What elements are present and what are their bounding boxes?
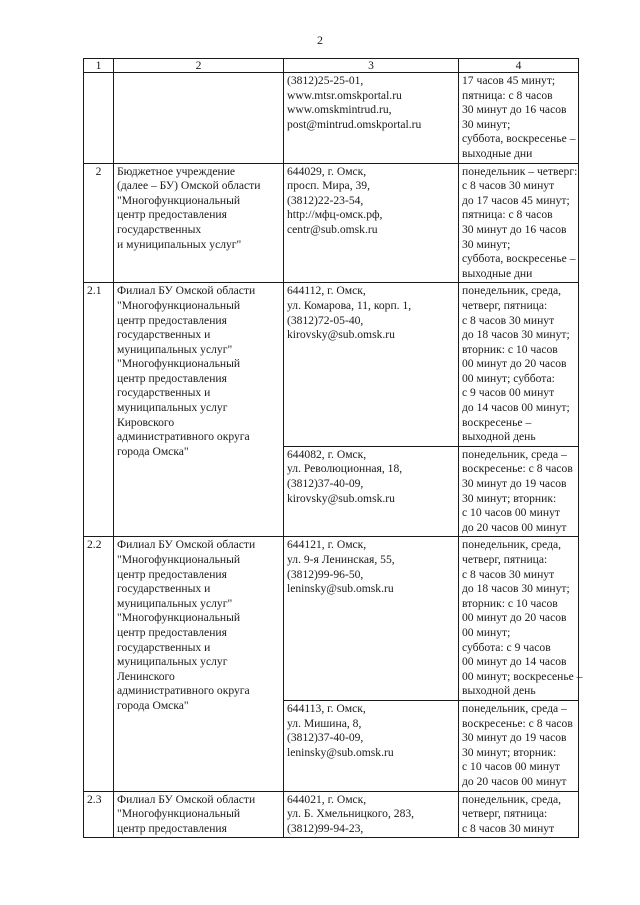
text-line: (3812)25-25-01, <box>287 74 364 87</box>
text-line: центр предоставления <box>117 821 227 835</box>
working-hours-cell <box>459 700 579 791</box>
text-line: с 8 часов 30 минут <box>462 179 555 193</box>
text-line: до 18 часов 30 минут; <box>462 328 570 342</box>
text-line: "Многофункциональный <box>117 611 241 625</box>
row-number-cell: 2 <box>84 163 114 283</box>
text-line: с 10 часов 00 минут <box>462 506 560 520</box>
text-line: административного округа <box>117 684 250 698</box>
text-line: (3812)37-40-09, <box>287 477 364 491</box>
text-line: административного округа <box>117 430 250 444</box>
text-line: суббота, воскресенье – <box>462 132 576 146</box>
text-line: до 20 часов 00 минут <box>462 774 567 788</box>
text-line: "Многофункциональный <box>117 193 241 207</box>
text-line: воскресенье – <box>462 415 532 429</box>
text-line: "Многофункциональный <box>117 298 241 312</box>
text-line: выходные дни <box>462 266 533 280</box>
text-line: государственных и <box>117 582 211 596</box>
text-line: 644112, г. Омск, <box>287 284 366 298</box>
column-number-row <box>84 59 579 73</box>
contacts-cell <box>284 283 459 447</box>
text-line: воскресенье: с 8 часов <box>462 462 573 476</box>
text-line: муниципальных услуг" <box>117 596 233 610</box>
institution-name-cell <box>114 283 284 537</box>
text-line: с 8 часов 30 минут <box>462 567 555 581</box>
text-line: муниципальных услуг <box>117 401 228 415</box>
text-line: выходной день <box>462 684 536 698</box>
text-line: ул. Б. Хмельницкого, 283, <box>287 807 415 821</box>
text-line: centr@sub.omsk.ru <box>287 222 378 236</box>
table-row <box>84 73 579 164</box>
column-number: 3 <box>284 59 459 73</box>
contacts-cell <box>284 791 459 838</box>
institution-name-cell <box>114 791 284 838</box>
text-line: 30 минут до 19 часов <box>462 731 567 745</box>
text-line: понедельник, среда – <box>462 701 567 715</box>
text-line: 30 минут; <box>462 117 511 131</box>
text-line: 644082, г. Омск, <box>287 447 367 461</box>
text-line: ул. 9-я Ленинская, 55, <box>287 553 395 566</box>
text-line: 00 минут; воскресенье – <box>462 669 583 683</box>
text-line: (3812)99-94-23, <box>287 821 364 835</box>
text-line: с 9 часов 00 минут <box>462 386 555 400</box>
institutions-table <box>83 58 583 838</box>
text-line: четверг, пятница: <box>462 298 548 312</box>
text-line: понедельник, среда, <box>462 284 562 298</box>
text-line: вторник: с 10 часов <box>462 342 558 356</box>
text-line: post@mintrud.omskportal.ru <box>287 117 422 131</box>
contacts-cell <box>284 700 459 791</box>
text-line: Филиал БУ Омской области <box>117 538 256 552</box>
text-line: (3812)99-96-50, <box>287 567 364 581</box>
working-hours-cell <box>459 73 579 164</box>
text-line: суббота: с 9 часов <box>462 640 551 654</box>
text-line: понедельник, среда – <box>462 447 567 461</box>
text-line: пятница: с 8 часов <box>462 208 553 222</box>
text-line: центр предоставления <box>117 567 227 581</box>
text-line: http://мфц-омск.рф, <box>287 208 383 222</box>
text-line: муниципальных услуг" <box>117 342 233 356</box>
text-line: 00 минут; суббота: <box>462 371 555 385</box>
text-line: до 17 часов 45 минут; <box>462 193 570 207</box>
contacts-cell <box>284 537 459 701</box>
row-number-cell <box>84 73 114 164</box>
text-line: и муниципальных услуг" <box>117 237 242 251</box>
text-line: Ленинского <box>117 669 175 683</box>
text-line: центр предоставления <box>117 208 227 222</box>
text-line: "Многофункциональный <box>117 553 241 566</box>
text-line: www.mtsr.omskportal.ru <box>287 88 402 102</box>
text-line: 00 минут; <box>462 625 511 639</box>
institution-name-cell <box>114 163 284 283</box>
column-number: 2 <box>114 59 284 73</box>
text-line: государственных и <box>117 640 211 654</box>
working-hours-cell <box>459 163 579 283</box>
institution-name-cell <box>114 537 284 791</box>
text-line: с 8 часов 30 минут <box>462 313 555 327</box>
text-line: выходной день <box>462 430 536 444</box>
text-line: центр предоставления <box>117 625 227 639</box>
text-line: 30 минут; вторник: <box>462 745 557 759</box>
text-line: 00 минут до 20 часов <box>462 357 567 371</box>
text-line: 30 минут; <box>462 237 511 251</box>
text-line: 30 минут; вторник: <box>462 491 557 505</box>
text-line: "Многофункциональный <box>117 357 241 371</box>
contacts-cell <box>284 446 459 537</box>
text-line: Кировского <box>117 415 175 429</box>
text-line: до 14 часов 00 минут; <box>462 401 570 415</box>
text-line: "Многофункциональный <box>117 807 241 821</box>
text-line: до 20 часов 00 минут <box>462 520 567 534</box>
row-number-cell: 2.3 <box>84 791 114 838</box>
table-row <box>84 537 579 701</box>
text-line: 30 минут до 16 часов <box>462 222 567 236</box>
text-line: суббота, воскресенье – <box>462 252 576 266</box>
text-line: города Омска" <box>117 444 189 458</box>
text-line: 644121, г. Омск, <box>287 538 367 552</box>
text-line: государственных и <box>117 328 211 342</box>
text-line: государственных <box>117 222 202 236</box>
text-line: (3812)22-23-54, <box>287 193 364 207</box>
text-line: Филиал БУ Омской области <box>117 284 256 298</box>
working-hours-cell <box>459 537 583 701</box>
text-line: 00 минут до 14 часов <box>462 655 567 669</box>
text-line: 30 минут до 16 часов <box>462 103 567 117</box>
text-line: Бюджетное учреждение <box>117 164 236 178</box>
institution-name-cell <box>114 73 284 164</box>
working-hours-cell <box>459 446 579 537</box>
page-number: 2 <box>317 33 323 47</box>
text-line: до 18 часов 30 минут; <box>462 582 570 596</box>
text-line: пятница: с 8 часов <box>462 88 553 102</box>
text-line: www.omskmintrud.ru, <box>287 103 392 117</box>
text-line: leninsky@sub.omsk.ru <box>287 582 394 596</box>
text-line: ул. Мишина, 8, <box>287 716 362 730</box>
text-line: центр предоставления <box>117 371 227 385</box>
row-number-cell: 2.1 <box>84 283 114 537</box>
working-hours-cell <box>459 791 579 838</box>
text-line: 17 часов 45 минут; <box>462 74 556 87</box>
text-line: (3812)37-40-09, <box>287 731 364 745</box>
text-line: понедельник, среда, <box>462 538 562 552</box>
column-number: 1 <box>84 59 114 73</box>
text-line: воскресенье: с 8 часов <box>462 716 573 730</box>
row-number-cell: 2.2 <box>84 537 114 791</box>
table-row <box>84 163 579 283</box>
text-line: leninsky@sub.omsk.ru <box>287 745 394 759</box>
text-line: (далее – БУ) Омской области <box>117 179 261 193</box>
text-line: города Омска" <box>117 698 189 712</box>
working-hours-cell <box>459 283 579 447</box>
contacts-cell <box>284 163 459 283</box>
text-line: 644113, г. Омск, <box>287 701 366 715</box>
text-line: вторник: с 10 часов <box>462 596 558 610</box>
text-line: 644029, г. Омск, <box>287 164 367 178</box>
text-line: центр предоставления <box>117 313 227 327</box>
text-line: четверг, пятница: <box>462 553 548 566</box>
text-line: kirovsky@sub.omsk.ru <box>287 328 395 342</box>
text-line: муниципальных услуг <box>117 655 228 669</box>
text-line: четверг, пятница: <box>462 807 548 821</box>
text-line: 00 минут до 20 часов <box>462 611 567 625</box>
table-row <box>84 791 579 838</box>
contacts-cell <box>284 73 459 164</box>
text-line: (3812)72-05-40, <box>287 313 364 327</box>
table-row <box>84 283 579 447</box>
text-line: 644021, г. Омск, <box>287 792 367 806</box>
column-number: 4 <box>459 59 579 73</box>
text-line: понедельник, среда, <box>462 792 562 806</box>
text-line: государственных и <box>117 386 211 400</box>
text-line: kirovsky@sub.omsk.ru <box>287 491 395 505</box>
text-line: с 10 часов 00 минут <box>462 760 560 774</box>
text-line: выходные дни <box>462 146 533 160</box>
text-line: с 8 часов 30 минут <box>462 821 555 835</box>
text-line: просп. Мира, 39, <box>287 179 370 193</box>
text-line: ул. Революционная, 18, <box>287 462 403 476</box>
text-line: ул. Комарова, 11, корп. 1, <box>287 298 412 312</box>
text-line: понедельник – четверг: <box>462 164 578 178</box>
text-line: 30 минут до 19 часов <box>462 477 567 491</box>
text-line: Филиал БУ Омской области <box>117 792 256 806</box>
